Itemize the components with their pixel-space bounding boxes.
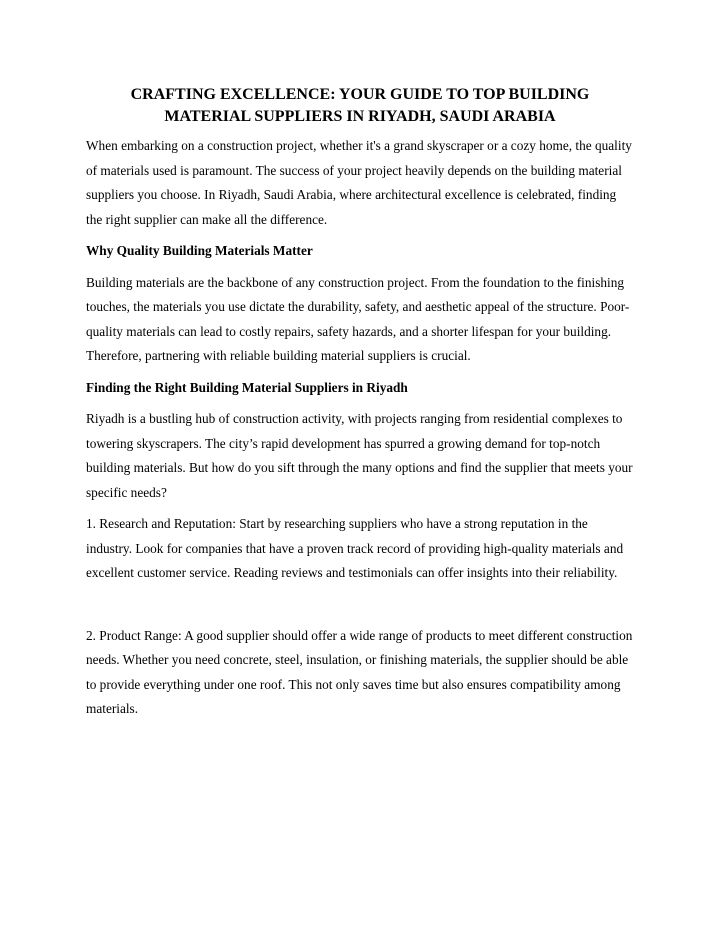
section-body-quality: Building materials are the backbone of any construction project. From the foundation to the finishing touches, the materials you use dictate the durability, safety, and aesthetic appeal of the structure. Poor-quality materials can lead to costly repairs, safety hazards, and a shorter lifespan for your building. Therefore, partnering with reliable building material suppliers is crucial. [86, 274, 630, 363]
point-product-range: 2. Product Range: A good supplier should offer a wide range of products to meet different construction needs. Whether you need concrete, steel, insulation, or finishing materials, the supplier should be able to provide everything under one roof. This not only saves time but also ensures compatibility among materials. [86, 627, 633, 716]
document-title: CRAFTING EXCELLENCE: YOUR GUIDE TO TOP BUILDING MATERIAL SUPPLIERS IN RIYADH, SAUDI ARABIA [130, 86, 590, 125]
section-heading-quality: Why Quality Building Materials Matter [86, 243, 313, 258]
blank-space [86, 593, 634, 624]
point-research-reputation: 1. Research and Reputation: Start by researching suppliers who have a strong reputation in the industry. Look for companies that have a proven track record of providing high-quality materials and excellent customer service. Reading reviews and testimonials can offer insights into their reliability. [86, 516, 624, 580]
intro-paragraph: When embarking on a construction project, whether it's a grand skyscraper or a cozy home, the quality of materials used is paramount. The success of your project heavily depends on the building material suppliers you choose. In Riyadh, Saudi Arabia, where architectural excellence is celebrated, finding the right supplier can make all the difference. [86, 138, 632, 227]
section-body-finding: Riyadh is a bustling hub of construction activity, with projects ranging from residential complexes to towering skyscrapers. The city’s rapid development has spurred a growing demand for top-notch building materials. But how do you sift through the many options and find the supplier that meets your specific needs? [86, 411, 633, 500]
section-heading-finding: Finding the Right Building Material Suppliers in Riyadh [86, 379, 408, 395]
